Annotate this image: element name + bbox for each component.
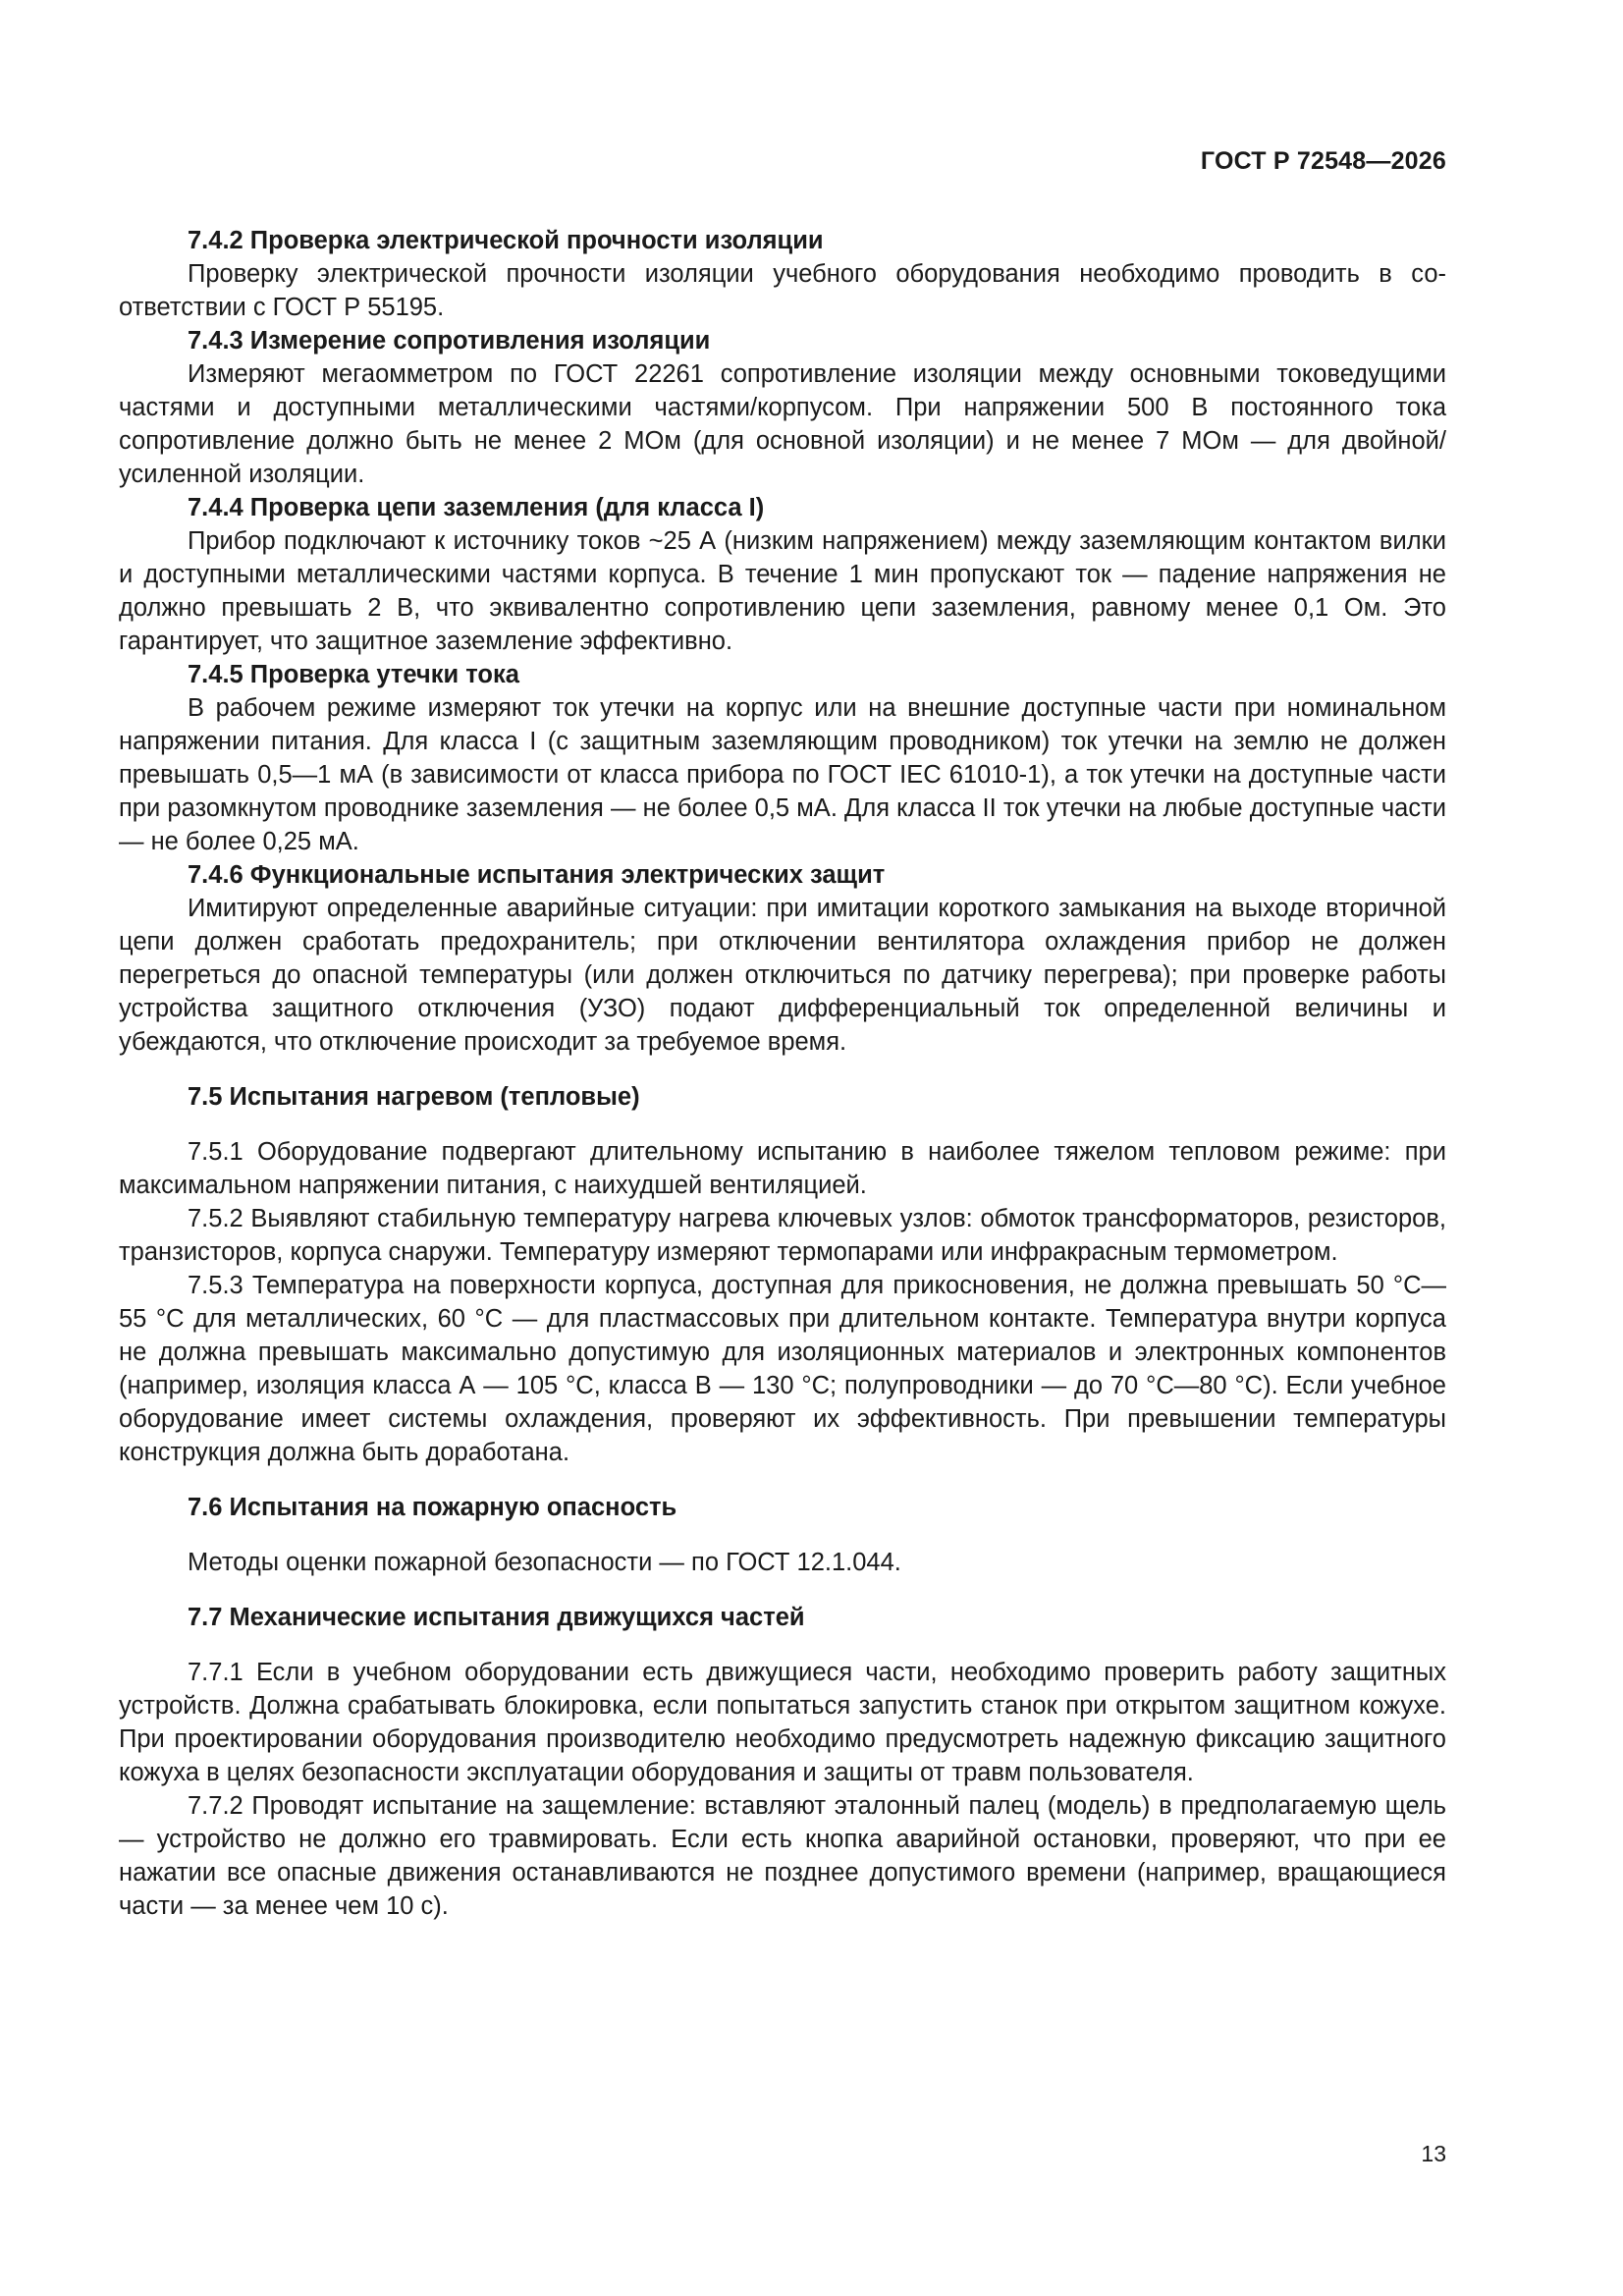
document-body	[119, 224, 1446, 1923]
section-heading-7-7: 7.7 Механические испытания движущихся частей	[188, 1604, 805, 1631]
paragraph-7-4-3: Измеряют мегаомметром по ГОСТ 22261 сопротивление изоляции между основными токоведущими частями и доступными металлическими частями/корпусом. При напряжении 500 В постоянного тока сопротивление должно быть не менее 2 МОм (для основной изоляции) и не менее 7 МОм — для двойной/усиленной изоляции.	[119, 360, 1446, 488]
paragraph-7-4-2: Проверку электрической прочности изоляции учебного оборудования необходимо проводить в соответствии с ГОСТ Р 55195.	[119, 260, 1446, 321]
paragraph-7-7-1: 7.7.1 Если в учебном оборудовании есть движущиеся части, необходимо проверить работу защитных устройств. Должна срабатывать блокировка, если попытаться запустить станок при открытом защитном кожухе. При проектировании оборудования производителю необходимо предусмотреть надежную фиксацию защитного кожуха в целях безопасности эксплуатации оборудования и защиты от травм пользователя.	[119, 1659, 1446, 1786]
section-heading-7-4-3: 7.4.3 Измерение сопротивления изоляции	[188, 327, 711, 355]
paragraph-7-4-5: В рабочем режиме измеряют ток утечки на корпус или на внешние доступные части при номинальном напряжении питания. Для класса I (с защитным заземляющим проводником) ток утечки на землю не должен превышать 0,5—1 мА (в зависимости от класса прибора по ГОСТ IEC 61010-1), а ток утечки на доступные части при разомкнутом проводнике заземления — не более 0,5 мА. Для класса II ток утечки на любые доступные части — не более 0,25 мА.	[119, 694, 1446, 855]
paragraph-7-6: Методы оценки пожарной безопасности — по ГОСТ 12.1.044.	[188, 1549, 901, 1576]
section-heading-7-6: 7.6 Испытания на пожарную опасность	[188, 1494, 677, 1521]
paragraph-7-5-3: 7.5.3 Температура на поверхности корпуса, доступная для прикосновения, не должна превышать 50 °С—55 °С для металлических, 60 °С — для пластмассовых при длительном контакте. Температура внутри корпуса не должна превышать максимально допустимую для изоляционных материалов и электронных компонентов (например, изоляция класса А — 105 °С, класса В — 130 °С; полупроводники — до 70 °С—80 °С). Если учебное оборудование имеет системы охлаждения, проверяют их эффективность. При превышении температуры конструкция должна быть доработана.	[119, 1272, 1446, 1466]
paragraph-7-5-1: 7.5.1 Оборудование подвергают длительному испытанию в наиболее тяжелом тепловом режиме: при максимальном напряжении питания, с наихудшей вентиляцией.	[119, 1138, 1446, 1199]
section-heading-7-4-2: 7.4.2 Проверка электрической прочности изоляции	[188, 227, 824, 254]
paragraph-7-7-2: 7.7.2 Проводят испытание на защемление: вставляют эталонный палец (модель) в предполагаемую щель — устройство не должно его травмировать. Если есть кнопка аварийной остановки, проверяют, что при ее нажатии все опасные движения останавливаются не позднее допустимого времени (например, вращающиеся части — за менее чем 10 с).	[119, 1792, 1446, 1920]
paragraph-7-4-6: Имитируют определенные аварийные ситуации: при имитации короткого замыкания на выходе вторичной цепи должен сработать предохранитель; при отключении вентилятора охлаждения прибор не должен перегреться до опасной температуры (или должен отключиться по датчику перегрева); при проверке работы устройства защитного отключения (УЗО) подают дифференциальный ток определенной величины и убеждаются, что отключение происходит за требуемое время.	[119, 895, 1446, 1056]
document-code-header: ГОСТ Р 72548—2026	[1200, 147, 1446, 175]
section-heading-7-4-6: 7.4.6 Функциональные испытания электрических защит	[188, 861, 886, 889]
paragraph-7-5-2: 7.5.2 Выявляют стабильную температуру нагрева ключевых узлов: обмоток трансформаторов, резисторов, транзисторов, корпуса снаружи. Температуру измеряют термопарами или инфракрасным термометром.	[119, 1205, 1446, 1266]
section-heading-7-5: 7.5 Испытания нагревом (тепловые)	[188, 1083, 640, 1111]
paragraph-7-4-4: Прибор подключают к источнику токов ~25 А (низким напряжением) между заземляющим контактом вилки и доступными металлическими частями корпуса. В течение 1 мин пропускают ток — падение напряжения не должно превышать 2 В, что эквивалентно сопротивлению цепи заземления, равному менее 0,1 Ом. Это гарантирует, что защитное заземление эффективно.	[119, 527, 1446, 655]
page-number: 13	[1421, 2141, 1446, 2166]
section-heading-7-4-4: 7.4.4 Проверка цепи заземления (для класса I)	[188, 494, 765, 521]
section-heading-7-4-5: 7.4.5 Проверка утечки тока	[188, 661, 519, 688]
